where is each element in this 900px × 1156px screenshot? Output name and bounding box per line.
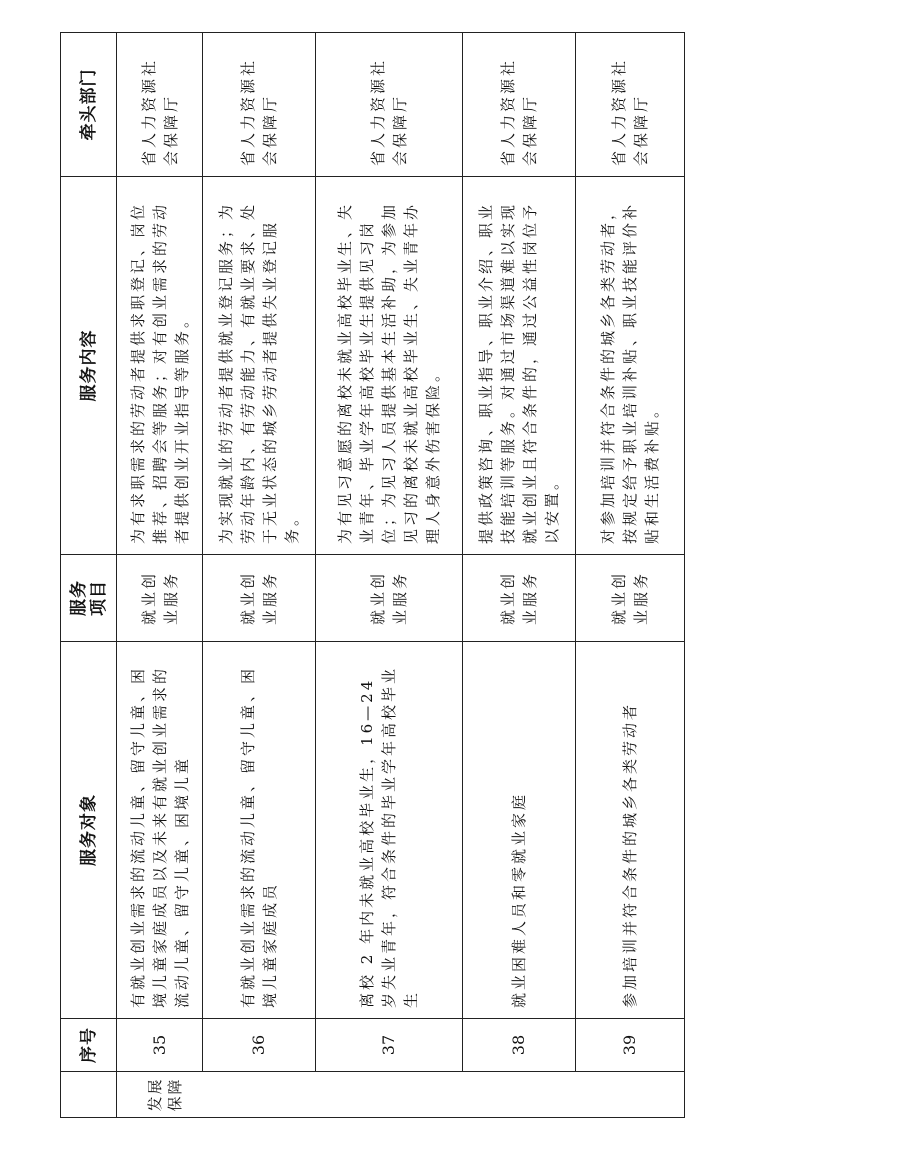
row-target: 离校 2 年内未就业高校毕业生，16—24 岁失业青年，符合条件的毕业学年高校毕业生 bbox=[316, 642, 463, 1019]
service-table bbox=[60, 32, 685, 1118]
row-target: 参加培训并符合条件的城乡各类劳动者 bbox=[576, 642, 685, 1019]
row-content: 为实现就业的劳动者提供就业登记服务；为劳动年龄内、有劳动能力、有就业要求、处于无业状态的城乡劳动者提供失业登记服务。 bbox=[203, 177, 316, 555]
table-header-row bbox=[61, 33, 117, 1118]
row-seq: 39 bbox=[576, 1019, 685, 1072]
table-row bbox=[463, 33, 576, 1118]
row-seq: 35 bbox=[117, 1019, 203, 1072]
row-dept: 省人力资源社会保障厅 bbox=[316, 33, 463, 177]
header-item bbox=[61, 555, 117, 642]
row-seq: 37 bbox=[316, 1019, 463, 1072]
row-target: 有就业创业需求的流动儿童、留守儿童、困境儿童家庭成员以及未来有就业创业需求的流动儿童、留守儿童、困境儿童 bbox=[117, 642, 203, 1019]
header-category bbox=[61, 1072, 117, 1118]
rotated-table-container bbox=[60, 33, 684, 1118]
row-content: 对参加培训并符合条件的城乡各类劳动者，按规定给予职业培训补贴、职业技能评价补贴和生活费补贴。 bbox=[576, 177, 685, 555]
row-seq: 38 bbox=[463, 1019, 576, 1072]
row-item: 就业创业服务 bbox=[463, 555, 576, 642]
header-dept: 牵头部门 bbox=[61, 33, 117, 177]
header-seq: 序号 bbox=[61, 1019, 117, 1072]
table-row bbox=[576, 33, 685, 1118]
row-dept: 省人力资源社会保障厅 bbox=[203, 33, 316, 177]
row-dept: 省人力资源社会保障厅 bbox=[117, 33, 203, 177]
row-dept: 省人力资源社会保障厅 bbox=[576, 33, 685, 177]
row-target: 有就业创业需求的流动儿童、留守儿童、困境儿童家庭成员 bbox=[203, 642, 316, 1019]
row-item: 就业创业服务 bbox=[117, 555, 203, 642]
row-content: 为有求职需求的劳动者提供求职登记、岗位推荐、招聘会等服务；对有创业需求的劳动者提供创业开业指导等服务。 bbox=[117, 177, 203, 555]
row-item: 就业创业服务 bbox=[203, 555, 316, 642]
row-item: 就业创业服务 bbox=[576, 555, 685, 642]
row-dept: 省人力资源社会保障厅 bbox=[463, 33, 576, 177]
row-item: 就业创业服务 bbox=[316, 555, 463, 642]
category-cell bbox=[117, 1072, 685, 1118]
row-target: 就业困难人员和零就业家庭 bbox=[463, 642, 576, 1019]
row-content: 提供政策咨询、职业指导、职业介绍、职业技能培训等服务。对通过市场渠道难以实现就业创业且符合条件的，通过公益性岗位予以安置。 bbox=[463, 177, 576, 555]
header-target: 服务对象 bbox=[61, 642, 117, 1019]
table-row bbox=[117, 33, 203, 1118]
row-content: 为有见习意愿的离校未就业高校毕业生、失业青年、毕业学年高校毕业生提供见习岗位；为见习人员提供基本生活补助，为参加见习的离校未就业高校毕业生、失业青年办理人身意外伤害保险。 bbox=[316, 177, 463, 555]
table-row bbox=[316, 33, 463, 1118]
category-label: 发展保障 bbox=[146, 1077, 184, 1112]
table-row bbox=[203, 33, 316, 1118]
header-content: 服务内容 bbox=[61, 177, 117, 555]
row-seq: 36 bbox=[203, 1019, 316, 1072]
header-item-label: 服务项目 bbox=[68, 580, 109, 616]
